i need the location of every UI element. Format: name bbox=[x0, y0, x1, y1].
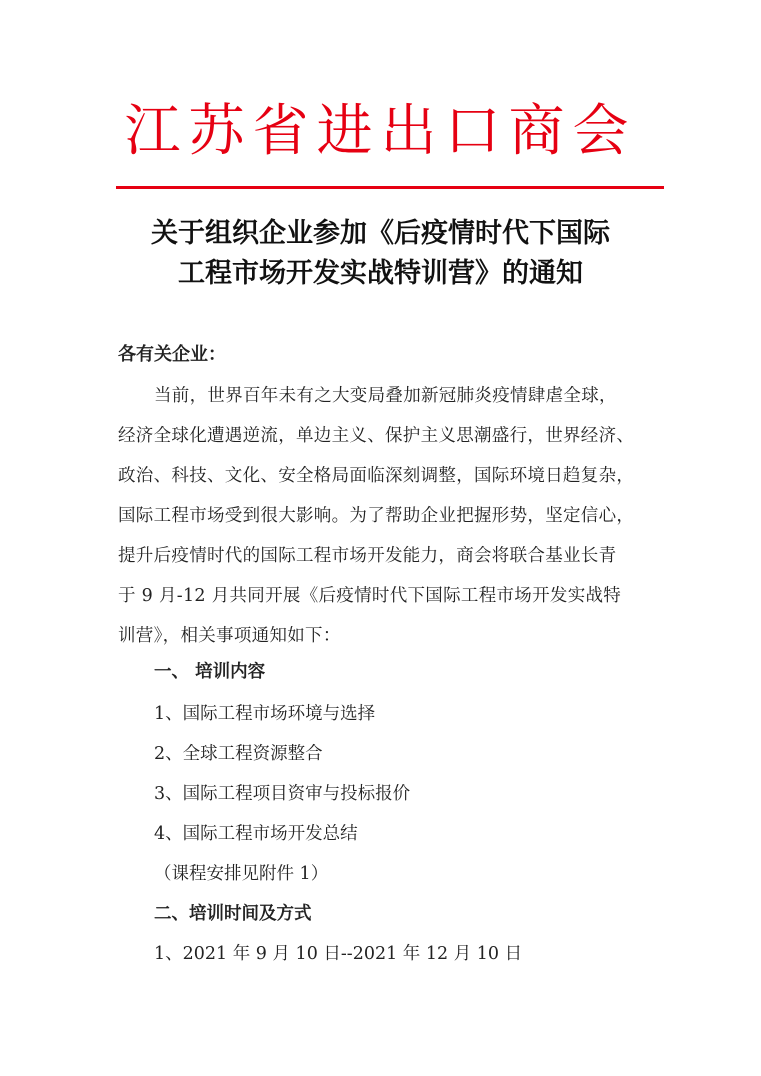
title-line-1: 关于组织企业参加《后疫情时代下国际 bbox=[151, 218, 610, 249]
section-2-heading: 二、培训时间及方式 bbox=[154, 904, 312, 924]
organization-header: 江苏省进出口商会 bbox=[124, 99, 637, 164]
intro-line: 政治、科技、文化、安全格局面临深刻调整，国际环境日趋复杂， bbox=[118, 466, 635, 486]
red-divider bbox=[116, 186, 664, 189]
salutation: 各有关企业： bbox=[118, 344, 226, 365]
title-line-2: 工程市场开发实战特训营》的通知 bbox=[178, 258, 583, 289]
list-item: 3、国际工程项目资审与投标报价 bbox=[154, 784, 411, 804]
list-item: 1、国际工程市场环境与选择 bbox=[154, 704, 376, 724]
schedule-note: （课程安排见附件 1） bbox=[154, 864, 329, 884]
list-item: 2、全球工程资源整合 bbox=[154, 744, 323, 764]
intro-line: 当前，世界百年未有之大变局叠加新冠肺炎疫情肆虐全球， bbox=[154, 386, 617, 406]
intro-paragraph bbox=[118, 376, 648, 656]
section-1-heading: 一、 培训内容 bbox=[154, 662, 266, 682]
intro-line: 训营》，相关事项通知如下： bbox=[118, 626, 341, 646]
list-item: 1、2021 年 9 月 10 日--2021 年 12 月 10 日 bbox=[154, 944, 523, 964]
intro-line: 国际工程市场受到很大影响。为了帮助企业把握形势，坚定信心， bbox=[118, 506, 635, 526]
intro-line: 于 9 月-12 月共同开展《后疫情时代下国际工程市场开发实战特 bbox=[118, 586, 622, 606]
document-title bbox=[0, 214, 761, 294]
intro-line: 提升后疫情时代的国际工程市场开发能力，商会将联合基业长青 bbox=[118, 546, 617, 566]
list-item: 4、国际工程市场开发总结 bbox=[154, 824, 358, 844]
intro-line: 经济全球化遭遇逆流，单边主义、保护主义思潮盛行，世界经济、 bbox=[118, 426, 635, 446]
